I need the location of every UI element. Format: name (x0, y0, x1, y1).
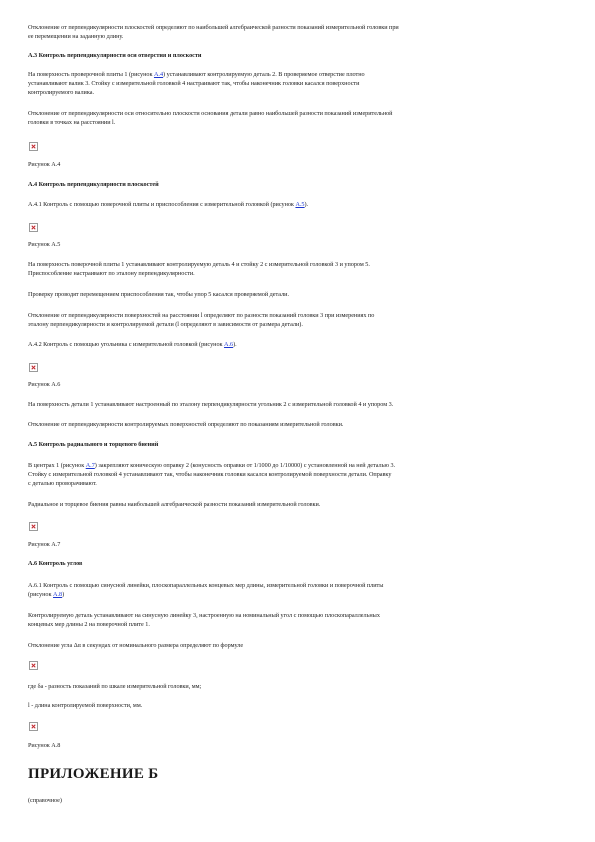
link-figure-a4[interactable]: А.4 (153, 71, 164, 78)
paragraph-line: устанавливают валик 3. Стойку с измерительной головкой 4 настраивают так, чтобы наконечник головки касался поверхности (28, 80, 360, 87)
paragraph-line: Проверку проводят перемещением приспособления так, чтобы упор 5 касался проверяемой детали. (28, 291, 289, 298)
paragraph-line: l - длина контролируемой поверхности, мм. (28, 702, 143, 709)
broken-image-icon (29, 722, 38, 731)
figure-caption: Рисунок А.8 (28, 742, 61, 749)
broken-image-icon (29, 223, 38, 232)
paragraph-line: концевых мер длины 2 на поверочной плите 1. (28, 621, 150, 628)
figure-caption: Рисунок А.4 (28, 161, 61, 168)
paragraph-line: Отклонение от перпендикулярности плоскостей определяют по наибольшей алгебраической разности показаний измерительной головки при (28, 24, 399, 31)
paragraph-line: На поверхность проверочной плиты 1 (рисунок А.4) устанавливают контролируемую деталь 2. В проверяемое отверстие плотно (28, 71, 365, 78)
paragraph-line: (рисунок А.8) (28, 591, 65, 598)
link-figure-a8[interactable]: А.8 (53, 591, 63, 598)
appendix-title: ПРИЛОЖЕНИЕ Б (28, 766, 159, 782)
paragraph-line: Отклонение от перпендикулярности контролируемых поверхностей определяют по показаниям измерительной головки. (28, 421, 344, 428)
section-heading-a4: А.4 Контроль перпендикулярности плоскостей (28, 181, 159, 188)
paragraph-line: эталону перпендикулярности и контролируемой детали (l определяют в зависимости от размера детали). (28, 321, 303, 328)
section-heading-a3: А.3 Контроль перпендикулярности оси отверстия и плоскости (28, 52, 202, 59)
broken-image-icon (29, 661, 38, 670)
broken-image-icon (29, 142, 38, 151)
paragraph-line: головки в точках на расстоянии l. (28, 119, 116, 126)
paragraph-line: Радиальное и торцевое биения равны наибольшей алгебраической разности показаний измерительной головки. (28, 501, 321, 508)
paragraph-line: Приспособление настраивают по эталону перпендикулярности. (28, 270, 195, 277)
paragraph-line: Отклонение угла Δα в секундах от номинального размера определяют по формуле (28, 642, 244, 649)
paragraph-line: Стойку с измерительной головкой 4 устанавливают так, чтобы наконечник головки касался контролируемой поверхности детали. Оправку (28, 471, 392, 478)
appendix-note: (справочное) (28, 797, 62, 804)
broken-image-icon (29, 522, 38, 531)
link-figure-a5[interactable]: А.5 (295, 201, 305, 208)
paragraph-line: где δа - разность показаний по шкале измерительной головки, мм; (28, 683, 202, 690)
paragraph-line: контролируемого валика. (28, 89, 94, 96)
paragraph-line: Отклонение от перпендикулярности поверхностей на расстоянии l определяют по разности показаний головки 3 при измерениях по (28, 312, 375, 319)
paragraph-line: А.4.1 Контроль с помощью поверочной плиты и приспособления с измерительной головкой (рисунок А.5). (28, 201, 309, 208)
figure-caption: Рисунок А.6 (28, 381, 61, 388)
paragraph-line: На поверхность детали 1 устанавливают настроенный по эталону перпендикулярности угольник 2 с измерительной головкой 4 и упором 3. (28, 401, 394, 408)
paragraph-line: ее перемещении на заданную длину. (28, 33, 124, 40)
link-figure-a6[interactable]: А.6 (224, 341, 234, 348)
section-heading-a6: А.6 Контроль углов (28, 560, 83, 567)
paragraph-line: А.6.1 Контроль с помощью синусной линейки, плоскопараллельных концевых мер длины, измерительной головки и поверочной плиты (28, 582, 384, 589)
paragraph-line: Контролируемую деталь устанавливают на синусную линейку 3, настроенную на номинальный угол с помощью плоскопараллельных (28, 612, 380, 619)
section-heading-a5: А.5 Контроль радиального и торцевого биений (28, 441, 159, 448)
figure-caption: Рисунок А.5 (28, 241, 61, 248)
paragraph-line: В центрах 1 (рисунок А.7) закрепляют коническую оправку 2 (конусность оправки от 1/1000 до 1/10000) с установленной на ней деталью 3. (28, 462, 396, 469)
paragraph-line: с деталью проворачивают. (28, 480, 97, 487)
figure-caption: Рисунок А.7 (28, 541, 61, 548)
paragraph-line: Отклонение от перпендикулярности оси относительно плоскости основания детали равно наибольшей разности показаний измерительной (28, 110, 393, 117)
broken-image-icon (29, 363, 38, 372)
paragraph-line: На поверхность поверочной плиты 1 устанавливают контролируемую деталь 4 и стойку 2 с измерительной головкой 3 и упором 5. (28, 261, 370, 268)
link-figure-a7[interactable]: А.7 (85, 462, 95, 469)
paragraph-line: А.4.2 Контроль с помощью угольника с измерительной головкой (рисунок А.6). (28, 341, 237, 348)
